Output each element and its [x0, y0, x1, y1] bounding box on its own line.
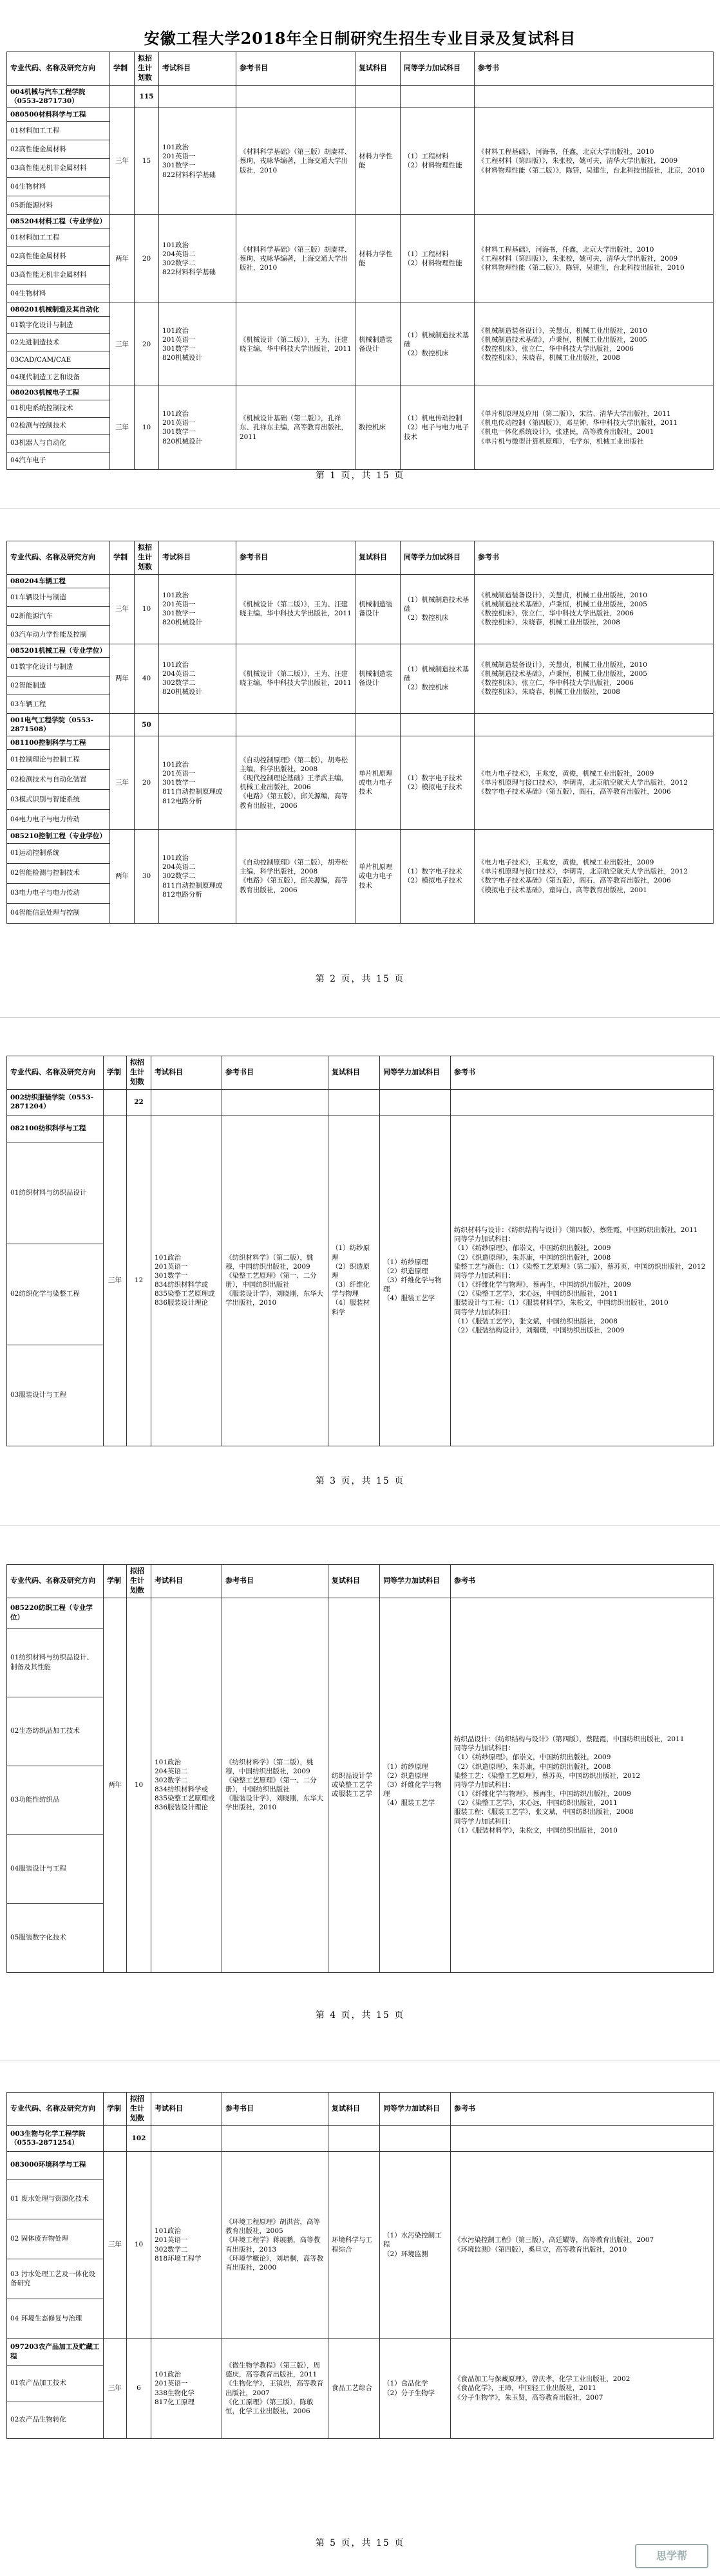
school-name: 004机械与汽车工程学院（0553-2871730）	[7, 85, 110, 107]
direction-item: 03模式识别与智能系统	[7, 790, 110, 810]
major-plan: 20	[135, 736, 159, 830]
major-ref: 《自动控制原理》（第二版），胡寿松主编，科学出版社，2008 《电路》（第五版），邱关源编，高等教育出版社，2006	[236, 830, 355, 923]
school-plan: 115	[135, 85, 159, 107]
page-number: 第 1 页，共 15 页	[315, 471, 405, 481]
major-plan: 20	[135, 215, 159, 303]
table-header-row	[7, 2093, 714, 2126]
major-exam: 101政治 201英语一 301数学一 811自动控制原理或 812电路分析	[159, 736, 236, 830]
col-ref: 参考书目	[236, 541, 355, 575]
major-plan: 10	[127, 2151, 151, 2338]
school-plan: 50	[135, 713, 159, 736]
major-row	[7, 2151, 714, 2179]
major-plan: 40	[135, 644, 159, 713]
major-plan: 10	[135, 574, 159, 644]
major-retest: 机械制造装备设计	[355, 574, 401, 644]
major-row	[7, 386, 714, 400]
col-plan: 拟招生计划数	[127, 1056, 151, 1090]
school-plan: 22	[127, 1089, 151, 1115]
direction-item: 03机器人与自动化	[7, 434, 110, 452]
major-addref: 《机械制造装备设计》，关慧贞，机械工业出版社，2010 《机械制造技术基础》，卢秉恒，机械工业出版社，2005 《数控机床》，张立仁，华中科技大学出版社，2006 《数控机床》，朱晓春，机械工业出版社，2008	[475, 644, 714, 713]
school-plan: 102	[127, 2125, 151, 2151]
major-ref: 《自动控制原理》（第二版），胡寿松主编，科学出版社，2008 《现代控制理论基础》王孝武主编，机械工业出版社，2006 《电路》（第五版），邱关源编，高等教育出版社，2006	[236, 736, 355, 830]
col-major: 专业代码、名称及研究方向	[7, 2093, 104, 2126]
direction-item: 02农产品生物转化	[7, 2402, 104, 2438]
major-retest: 单片机原理或电力电子技术	[355, 736, 401, 830]
direction-item: 02高性能金属材料	[7, 247, 110, 266]
col-retest: 复试科目	[328, 1565, 380, 1598]
page-number: 第 2 页，共 15 页	[315, 974, 405, 984]
major-name: 080204车辆工程	[7, 574, 110, 588]
major-row	[7, 303, 714, 317]
major-years: 两年	[110, 644, 135, 713]
major-add: （1）食品化学 （2）分子生物学	[380, 2338, 451, 2438]
major-addref: 《电力电子技术》，王兆安，黄俊，机械工业出版社，2009 《单片机原理与接口技术》，李朝青，北京航空航天大学出版社，2012 《数字电子技术基础》（第五版），阎石，高等教育出版社，2006 《模拟电子技术基础》，童诗白，高等教育出版社，2001	[475, 830, 714, 923]
table-header-row	[7, 541, 714, 575]
direction-item: 01 废水处理与资源化技术	[7, 2179, 104, 2219]
direction-item: 03高性能无机非金属材料	[7, 159, 110, 178]
col-system: 学制	[104, 1056, 127, 1090]
direction-item: 04电力电子与电力传动	[7, 810, 110, 830]
school-name: 003生物与化学工程学院（0553-2871254）	[7, 2125, 104, 2151]
col-exam: 考试科目	[151, 1565, 222, 1598]
major-exam: 101政治 201英语一 301数学一 820机械设计	[159, 386, 236, 469]
major-ref: 《材料科学基础》（第三版）胡赓祥、蔡珣、戎咏华编著，上海交通大学出版社，2010	[236, 107, 355, 214]
direction-item: 02检测与控制技术	[7, 417, 110, 434]
major-retest: （1）纺纱原理 （2）织造原理 （3）纤维化学与物理 （4）服装材料学	[328, 1115, 380, 1446]
col-system: 学制	[110, 52, 135, 86]
col-add: 同等学力加试科目	[380, 1056, 451, 1090]
direction-item: 01控制理论与控制工程	[7, 750, 110, 770]
direction-item: 04 环境生态修复与治理	[7, 2299, 104, 2338]
catalog-table-page-3	[6, 1056, 714, 1446]
major-name: 085220纺织工程（专业学位）	[7, 1598, 104, 1628]
col-retest: 复试科目	[328, 1056, 380, 1090]
major-ref: 《纺织材料学》（第二版），姚穆，中国纺织出版社，2009 《染整工艺原理》（第一、二分册），中国纺织出版社 《服装设计学》，刘晓刚，东华大学出版社，2010	[222, 1115, 328, 1446]
major-row	[7, 574, 714, 588]
col-major: 专业代码、名称及研究方向	[7, 1565, 104, 1598]
major-addref: 《单片机原理及应用（第二版）》，宋浩、清华大学出版社，2011 《机电传动控制（第四版）》，邓星钟，华中科技大学出版社，2011 《机电一体化系统设计》，张建民，高等教育出版社，2001 《单片机与微型计算机原理》，毛学东，机械工业出版社	[475, 386, 714, 469]
major-ref: 《微生物学教程》（第三版），周德庆，高等教育出版社，2011 《生物化学》，王镜岩，高等教育出版社，2007 《化工原理》（第三版），陈敏恒，化学工业出版社，2006	[222, 2338, 328, 2438]
major-add: （1）工程材料 （2）材料物理性能	[401, 215, 475, 303]
col-addref: 参考书	[451, 1056, 714, 1090]
major-addref: 《水污染控制工程》（第三版），高廷耀等，高等教育出版社，2007 《环境监测》（第四版），奚旦立，高等教育出版社，2010	[451, 2151, 714, 2338]
major-retest: 机械制造装备设计	[355, 303, 401, 386]
catalog-table-page-2	[6, 541, 714, 924]
major-addref: 《电力电子技术》，王兆安，黄俊，机械工业出版社，2009 《单片机原理与接口技术》，李朝青，北京航空航天大学出版社，2012 《数字电子技术基础》（第五版），阎石，高等教育出版社，2006	[475, 736, 714, 830]
major-plan: 10	[135, 386, 159, 469]
major-name: 085204材料工程（专业学位）	[7, 215, 110, 229]
major-ref: 《机械设计（第二版）》，王为、汪建晓主编，华中科技大学出版社，2011	[236, 574, 355, 644]
major-exam: 101政治 201英语一 301数学一 820机械设计	[159, 574, 236, 644]
major-add: （1）数字电子技术 （2）模拟电子技术	[401, 830, 475, 923]
major-ref: 《材料科学基础》（第三版）胡赓祥、蔡珣、戎咏华编著，上海交通大学出版社，2010	[236, 215, 355, 303]
direction-item: 02高性能金属材料	[7, 140, 110, 159]
major-row	[7, 215, 714, 229]
direction-item: 03CAD/CAM/CAE	[7, 351, 110, 369]
major-ref: 《机械设计（第二版）》，王为、汪建晓主编，华中科技大学出版社，2011	[236, 303, 355, 386]
direction-item: 03车辆工程	[7, 695, 110, 713]
page-separator	[0, 1017, 720, 1018]
direction-item: 01数字化设计与制造	[7, 317, 110, 334]
major-row	[7, 644, 714, 657]
major-name: 097203农产品加工及贮藏工程	[7, 2338, 104, 2365]
col-system: 学制	[104, 1565, 127, 1598]
major-plan: 10	[127, 1598, 151, 1972]
major-years: 三年	[110, 574, 135, 644]
col-add: 同等学力加试科目	[401, 541, 475, 575]
major-add: （1）工程材料 （2）材料物理性能	[401, 107, 475, 214]
col-retest: 复试科目	[355, 52, 401, 86]
direction-item: 04服装设计与工程	[7, 1834, 104, 1903]
direction-item: 04生物材料	[7, 285, 110, 303]
major-retest: 机械制造装备设计	[355, 644, 401, 713]
col-add: 同等学力加试科目	[401, 52, 475, 86]
page-number: 第 3 页，共 15 页	[315, 1476, 405, 1486]
major-exam: 101政治 204英语二 302数学二 820机械设计	[159, 644, 236, 713]
major-exam: 101政治 201英语一 338生物化学 817化工原理	[151, 2338, 222, 2438]
major-name: 083000环境科学与工程	[7, 2151, 104, 2179]
catalog-table-page-4	[6, 1564, 714, 1973]
major-ref: 《纺织材料学》（第二版），姚穆，中国纺织出版社，2009 《染整工艺原理》（第一、二分册），中国纺织出版社 《服装设计学》，刘晓刚，东华大学出版社，2010	[222, 1598, 328, 1972]
direction-item: 04现代制造工艺和设备	[7, 369, 110, 386]
school-row	[7, 85, 714, 107]
col-addref: 参考书	[475, 541, 714, 575]
major-exam: 101政治 204英语二 302数学二 834纺织材料学或 835染整工艺原理或 836服装设计理论	[151, 1598, 222, 1972]
catalog-table-page-5	[6, 2092, 714, 2439]
direction-item: 03汽车动力学性能及控制	[7, 625, 110, 644]
direction-item: 01数字化设计与制造	[7, 657, 110, 676]
major-addref: 《材料工程基础》，河海书，任鑫，北京大学出版社，2010 《工程材料（第四版）》，朱张校，姚可夫，清华大学出版社，2009 《材料物理性能（第二版）》，陈钘，吴建生，台北科技出版社，2010	[475, 215, 714, 303]
major-plan: 30	[135, 830, 159, 923]
major-years: 两年	[110, 215, 135, 303]
col-major: 专业代码、名称及研究方向	[7, 1056, 104, 1090]
major-add: （1）纺纱原理 （2）织造原理 （3）纤维化学与物理 （4）服装工艺学	[380, 1598, 451, 1972]
major-retest: 数控机床	[355, 386, 401, 469]
major-add: （1）纺纱原理 （2）织造原理 （3）纤维化学与物理 （4）服装工艺学	[380, 1115, 451, 1446]
major-years: 三年	[104, 2151, 127, 2338]
direction-item: 01材料加工工程	[7, 229, 110, 247]
major-retest: 单片机原理或电力电子技术	[355, 830, 401, 923]
major-ref: 《机械设计基础（第二版）》，孔祥东、孔祥东主编，高等教育出版社，2011	[236, 386, 355, 469]
col-retest: 复试科目	[328, 2093, 380, 2126]
col-ref: 参考书目	[222, 2093, 328, 2126]
major-plan: 12	[127, 1115, 151, 1446]
school-name: 001电气工程学院（0553-2871508）	[7, 713, 110, 736]
major-years: 三年	[104, 2338, 127, 2438]
major-years: 三年	[110, 736, 135, 830]
document-page-5	[0, 2066, 720, 2576]
direction-item: 01运动控制系统	[7, 843, 110, 863]
major-exam: 101政治 201英语一 301数学一 820机械设计	[159, 303, 236, 386]
major-row	[7, 1598, 714, 1628]
major-retest: 纺织品设计学或染整工艺学或服装工艺学	[328, 1598, 380, 1972]
major-exam: 101政治 204英语二 302数学二 811自动控制原理或 812电路分析	[159, 830, 236, 923]
catalog-table-page-1	[6, 51, 714, 470]
direction-item: 05服装数字化技术	[7, 1903, 104, 1972]
major-row	[7, 736, 714, 750]
table-header-row	[7, 52, 714, 86]
col-plan: 拟招生计划数	[135, 541, 159, 575]
direction-item: 01机电系统控制技术	[7, 400, 110, 417]
document-page-1	[0, 0, 720, 502]
school-row	[7, 1089, 714, 1115]
major-plan: 20	[135, 303, 159, 386]
major-exam: 101政治 201英语一 301数学一 822材料科学基础	[159, 107, 236, 214]
major-addref: 纺织材料与设计：《纺织结构与设计》（第四版），蔡陛霞，中国纺织出版社，2011 同等学力加试科目： （1）《纺纱原理》，郁崇文，中国纺织出版社，2009 （2）《织造原理》，朱苏康，中国纺织出版社，2008 染整工艺与颜色：（1）《染整工艺原理》（第二版），蔡苏英，中国纺织出版社，2012 同等学力加试科目： （1）《纤维化学与物理》，蔡再生，中国纺织出版社，2009 （2）《染整工艺学》，宋心远，中国纺织出版社，2011 服装设计与工程：（1）《服装材料学》，朱松文，中国纺织出版社，2010 同等学力加试科目： （1）《服装工艺学》，张文斌，中国纺织出版社，2008 （2）《服装结构设计》，刘瑞璞，中国纺织出版社，2009	[451, 1115, 714, 1446]
major-exam: 101政治 201英语一 301数学一 834纺织材料学或 835染整工艺原理或 836服装设计理论	[151, 1115, 222, 1446]
direction-item: 02纺织化学与染整工程	[7, 1244, 104, 1345]
col-plan: 拟招生计划数	[127, 1565, 151, 1598]
major-name: 080203机械电子工程	[7, 386, 110, 400]
major-plan: 6	[127, 2338, 151, 2438]
direction-item: 04汽车电子	[7, 452, 110, 469]
col-addref: 参考书	[451, 1565, 714, 1598]
major-addref: 《机械制造装备设计》，关慧贞，机械工业出版社，2010 《机械制造技术基础》，卢秉恒，机械工业出版社，2005 《数控机床》，张立仁，华中科技大学出版社，2006 《数控机床》，朱晓春，机械工业出版社，2008	[475, 574, 714, 644]
major-years: 三年	[110, 386, 135, 469]
col-plan: 拟招生计划数	[135, 52, 159, 86]
col-addref: 参考书	[475, 52, 714, 86]
major-row	[7, 2338, 714, 2365]
col-retest: 复试科目	[355, 541, 401, 575]
direction-item: 02 固体废弃物处理	[7, 2219, 104, 2259]
direction-item: 02先进制造技术	[7, 334, 110, 351]
col-exam: 考试科目	[151, 2093, 222, 2126]
direction-item: 02智能制造	[7, 676, 110, 695]
direction-item: 01纺织材料与纺织品设计	[7, 1143, 104, 1244]
direction-item: 04生物材料	[7, 178, 110, 196]
major-add: （1）机械制造技术基础 （2）数控机床	[401, 574, 475, 644]
col-ref: 参考书目	[222, 1056, 328, 1090]
major-name: 082100纺织科学与工程	[7, 1115, 104, 1143]
major-add: （1）机械制造技术基础 （2）数控机床	[401, 644, 475, 713]
col-plan: 拟招生计划数	[127, 2093, 151, 2126]
major-name: 080201机械制造及其自动化	[7, 303, 110, 317]
major-retest: 材料力学性能	[355, 215, 401, 303]
major-ref: 《机械设计（第二版）》，王为、汪建晓主编，华中科技大学出版社，2011	[236, 644, 355, 713]
direction-item: 03 污水处理工艺及一体化设备研究	[7, 2259, 104, 2299]
col-ref: 参考书目	[236, 52, 355, 86]
table-header-row	[7, 1056, 714, 1090]
major-name: 085210控制工程（专业学位）	[7, 830, 110, 843]
col-exam: 考试科目	[159, 541, 236, 575]
major-years: 三年	[110, 303, 135, 386]
major-row	[7, 107, 714, 121]
direction-item: 03高性能无机非金属材料	[7, 266, 110, 285]
table-header-row	[7, 1565, 714, 1598]
school-row	[7, 2125, 714, 2151]
major-plan: 15	[135, 107, 159, 214]
col-ref: 参考书目	[222, 1565, 328, 1598]
major-exam: 101政治 204英语二 302数学二 822材料科学基础	[159, 215, 236, 303]
major-add: （1）水污染控制工程 （2）环境监测	[380, 2151, 451, 2338]
direction-item: 01纺织材料与纺织品设计、制备及其性能	[7, 1628, 104, 1697]
document-title: 安徽工程大学2018年全日制研究生招生专业目录及复试科目	[144, 29, 576, 48]
major-retest: 环境科学与工程综合	[328, 2151, 380, 2338]
major-add: （1）数字电子技术 （2）模拟电子技术	[401, 736, 475, 830]
major-years: 三年	[110, 107, 135, 214]
school-name: 002纺织服装学院（0553-2871204）	[7, 1089, 104, 1115]
major-years: 两年	[104, 1598, 127, 1972]
major-retest: 食品工艺综合	[328, 2338, 380, 2438]
document-page-3	[0, 1023, 720, 1513]
major-addref: 纺织品设计：《纺织结构与设计》（第四版），蔡陛霞，中国纺织出版社，2011 同等学力加试科目： （1）《纺纱原理》，郁崇文，中国纺织出版社，2009 （2）《织造原理》，朱苏康，中国纺织出版社，2008 染整工艺：《染整工艺原理》，蔡苏英，中国纺织出版社，2012 同等学力加试科目： （1）《纤维化学与物理》，蔡再生，中国纺织出版社，2009 （2）《染整工艺学》，宋心远，中国纺织出版社，2011 服装工程：《服装工艺学》，张文斌，中国纺织出版社，2008 同等学力加试科目： （1）《服装材料学》，朱松文，中国纺织出版社，2010	[451, 1598, 714, 1972]
major-addref: 《材料工程基础》，河海书，任鑫，北京大学出版社，2010 《工程材料（第四版）》，朱张校，姚可夫，清华大学出版社，2009 《材料物理性能（第二版）》，陈钘，吴建生，台北科技出版社，北京，2010	[475, 107, 714, 214]
direction-item: 01车辆设计与制造	[7, 588, 110, 606]
direction-item: 01农产品加工技术	[7, 2365, 104, 2402]
major-name: 085201机械工程（专业学位）	[7, 644, 110, 657]
col-major: 专业代码、名称及研究方向	[7, 52, 110, 86]
major-addref: 《食品加工与保藏原理》，曾庆孝，化学工业出版社，2002 《食品化学》，王璋，中国轻工业出版社，2011 《分子生物学》，朱玉贤，高等教育出版社，2007	[451, 2338, 714, 2438]
col-system: 学制	[110, 541, 135, 575]
direction-item: 02检测技术与自动化装置	[7, 770, 110, 790]
major-ref: 《环境工程原理》胡洪营，高等教育出版社，2005 《环境工程学》蒋展鹏，高等教育出版社，2013 《环境学概论》，刘培桐，高等教育出版社，2000	[222, 2151, 328, 2338]
major-name: 080500材料科学与工程	[7, 107, 110, 121]
school-row	[7, 713, 714, 736]
col-add: 同等学力加试科目	[380, 1565, 451, 1598]
major-years: 两年	[110, 830, 135, 923]
col-system: 学制	[104, 2093, 127, 2126]
direction-item: 03服装设计与工程	[7, 1345, 104, 1446]
direction-item: 02生态纺织品加工技术	[7, 1697, 104, 1766]
major-addref: 《机械制造装备设计》，关慧贞，机械工业出版社，2010 《机械制造技术基础》，卢秉恒，机械工业出版社，2005 《数控机床》，张立仁，华中科技大学出版社，2006 《数控机床》，朱晓春，机械工业出版社，2008	[475, 303, 714, 386]
page-number: 第 5 页，共 15 页	[315, 2538, 405, 2548]
col-exam: 考试科目	[151, 1056, 222, 1090]
direction-item: 03电力电子与电力传动	[7, 883, 110, 903]
col-major: 专业代码、名称及研究方向	[7, 541, 110, 575]
col-add: 同等学力加试科目	[380, 2093, 451, 2126]
major-retest: 材料力学性能	[355, 107, 401, 214]
direction-item: 05新能源材料	[7, 196, 110, 215]
major-row	[7, 1115, 714, 1143]
col-exam: 考试科目	[159, 52, 236, 86]
major-row	[7, 830, 714, 843]
major-name: 081100控制科学与工程	[7, 736, 110, 750]
major-add: （1）机械制造技术基础 （2）数控机床	[401, 303, 475, 386]
document-page-4	[0, 1532, 720, 2047]
major-years: 三年	[104, 1115, 127, 1446]
major-exam: 101政治 201英语一 302数学二 818环境工程学	[151, 2151, 222, 2338]
col-addref: 参考书	[451, 2093, 714, 2126]
major-add: （1）机电传动控制 （2）电子与电力电子技术	[401, 386, 475, 469]
direction-item: 04智能信息处理与控制	[7, 903, 110, 923]
direction-item: 01材料加工工程	[7, 122, 110, 140]
direction-item: 02智能检测与控制技术	[7, 863, 110, 883]
direction-item: 03功能性纺织品	[7, 1766, 104, 1834]
direction-item: 02新能源汽车	[7, 606, 110, 625]
document-page-2	[0, 515, 720, 1004]
watermark-logo: 思学帮	[635, 2544, 708, 2568]
page-number: 第 4 页，共 15 页	[315, 2010, 405, 2021]
